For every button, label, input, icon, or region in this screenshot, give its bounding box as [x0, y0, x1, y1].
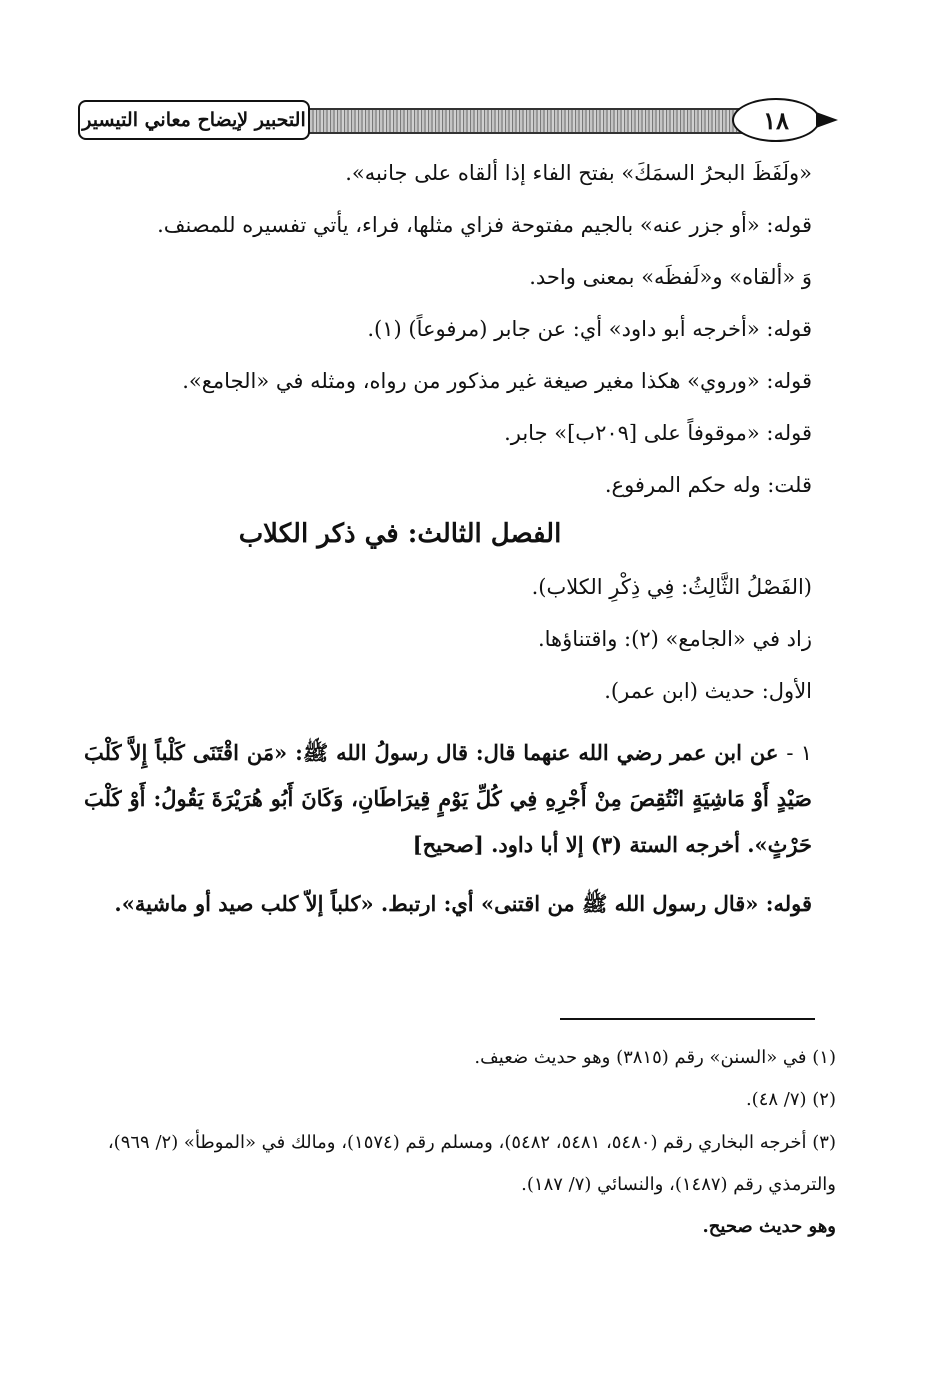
- footnote: وهو حديث صحيح.: [702, 1216, 836, 1238]
- page-number: ١٨: [732, 98, 820, 142]
- chapter-heading: الفصل الثالث: في ذكر الكلاب: [238, 519, 562, 549]
- body-line: قوله: «أو جزر عنه» بالجيم مفتوحة فزاي مثلها، فراء، يأتي تفسيره للمصنف.: [157, 213, 812, 238]
- hadith-text: [84, 730, 812, 869]
- body-line: قوله: «أخرجه أبو داود» أي: عن جابر (مرفوعاً) (١).: [367, 317, 812, 342]
- chapter-intro: [84, 562, 812, 718]
- page-header: [78, 98, 838, 146]
- chapter-line: الأول: حديث (ابن عمر).: [604, 679, 812, 704]
- chapter-line: (الفَصْلُ الثَّالِثُ: فِي ذِكْرِ الكلاب).: [531, 575, 812, 600]
- commentary-line: قوله: «قال رسول الله ﷺ من اقتنى» أي: ارتبط. «كلباً إلاّ كلب صيد أو ماشية».: [114, 891, 812, 917]
- body-line: وَ «ألقاه» و«لَفظَه» بمعنى واحد.: [529, 265, 812, 290]
- hadith-body: عن ابن عمر رضي الله عنهما قال: قال رسولُ الله ﷺ: «مَن اقْتَنَى كَلْباً إِلاَّ كَلْبَ صَيْدٍ أَوْ مَاشِيَةٍ انْتُقِصَ مِنْ أَجْرِهِ فِي كُلِّ يَوْمٍ قِيرَاطَانِ، وَكَانَ أَبُو هُرَيْرَةَ يَقُولُ: أَوْ كَلْبَ حَرْثٍ». أخرجه الستة (٣) إلا أبا داود. [صحيح]: [84, 740, 812, 858]
- hadith-number: ١ -: [786, 741, 812, 765]
- body-line: قوله: «وروي» هكذا مغير صيغة غير مذكور من رواه، ومثله في «الجامع».: [182, 369, 812, 394]
- footnote: (١) في «السنن» رقم (٣٨١٥) وهو حديث ضعيف.: [474, 1047, 836, 1068]
- header-arrow-tip: [816, 112, 838, 128]
- commentary: [84, 878, 812, 930]
- footnote-divider: [560, 1018, 815, 1020]
- footnote: (٢) (٧/ ٤٨).: [745, 1089, 836, 1111]
- footnote: والترمذي رقم (١٤٨٧)، والنسائي (٧/ ١٨٧).: [521, 1173, 836, 1195]
- body-line: «ولَفَظَ البحرُ السمَكَ» بفتح الفاء إذا ألقاه على جانبه».: [345, 161, 812, 186]
- footnote: (٣) أخرجه البخاري رقم (٥٤٨٠، ٥٤٨١، ٥٤٨٢)، ومسلم رقم (١٥٧٤)، ومالك في «الموطأ» (٢/ ٩٦٩)،: [107, 1131, 836, 1153]
- book-title: التحبير لإيضاح معاني التيسير: [78, 100, 310, 140]
- body-line: قلت: وله حكم المرفوع.: [604, 473, 812, 498]
- chapter-line: زاد في «الجامع» (٢): واقتناؤها.: [537, 627, 812, 652]
- footnotes: [84, 1046, 836, 1257]
- main-body: [84, 148, 812, 512]
- body-line: قوله: «موقوفاً على [٢٠٩ب]» جابر.: [504, 421, 812, 446]
